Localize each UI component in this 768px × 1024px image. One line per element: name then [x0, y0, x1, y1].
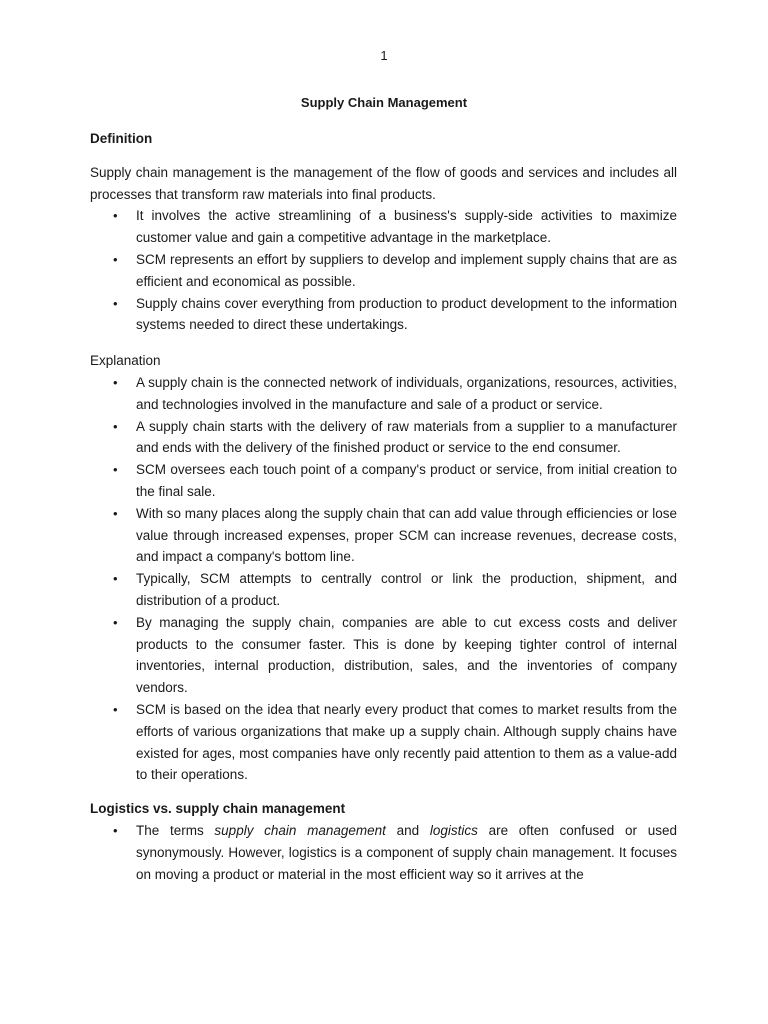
explanation-heading: Explanation: [90, 353, 161, 369]
logistics-text-2: and: [385, 822, 430, 838]
list-item: • A supply chain starts with the delivery of raw materials from a supplier to a manufacturer and ends with the delivery of the finished product or service to the end consumer.: [90, 416, 677, 460]
list-item: • SCM is based on the idea that nearly every product that comes to market results from the efforts of various organizations that make up a supply chain. Although supply chains have existed for ages, most companies have only recently paid attention to them as a value-add to their operations.: [90, 699, 677, 786]
definition-heading: Definition: [90, 131, 153, 146]
list-item: • Supply chains cover everything from production to product development to the information systems needed to direct these undertakings.: [90, 293, 677, 337]
list-item: • By managing the supply chain, companies are able to cut excess costs and deliver products to the consumer faster. This is done by keeping tighter control of internal inventories, internal production, distribution, sales, and the inventories of company vendors.: [90, 612, 677, 699]
logistics-text-3: are often confused or used synonymously. However, logistics is a component of supply chain management. It focuses on moving a product or material in the most efficient way so it arrives at the: [136, 822, 677, 882]
logistics-text-1: The terms: [136, 822, 215, 838]
page-number: 1: [380, 48, 388, 63]
term-logistics: logistics: [429, 822, 478, 838]
list-item: • Typically, SCM attempts to centrally control or link the production, shipment, and distribution of a product.: [90, 568, 677, 612]
definition-bullet-list: [90, 205, 677, 336]
document-title: Supply Chain Management: [300, 95, 468, 110]
term-supply-chain-management: supply chain management: [214, 822, 386, 838]
explanation-bullet-list: [90, 372, 677, 786]
definition-paragraph: Supply chain management is the management of the flow of goods and services and includes all processes that transform raw materials into final products.: [90, 164, 677, 202]
logistics-heading: Logistics vs. supply chain management: [90, 801, 346, 817]
list-item: • SCM represents an effort by suppliers to develop and implement supply chains that are as efficient and economical as possible.: [90, 249, 677, 293]
document-body: [90, 128, 677, 885]
list-item: [90, 820, 677, 885]
list-item: • SCM oversees each touch point of a company's product or service, from initial creation to the final sale.: [90, 459, 677, 503]
list-item: • A supply chain is the connected network of individuals, organizations, resources, activities, and technologies involved in the manufacture and sale of a product or service.: [90, 372, 677, 416]
logistics-bullet-list: [90, 820, 677, 885]
list-item: • It involves the active streamlining of a business's supply-side activities to maximize customer value and gain a competitive advantage in the marketplace.: [90, 205, 677, 249]
list-item: • With so many places along the supply chain that can add value through efficiencies or lose value through increased expenses, proper SCM can increase revenues, decrease costs, and impact a company's bottom line.: [90, 503, 677, 568]
